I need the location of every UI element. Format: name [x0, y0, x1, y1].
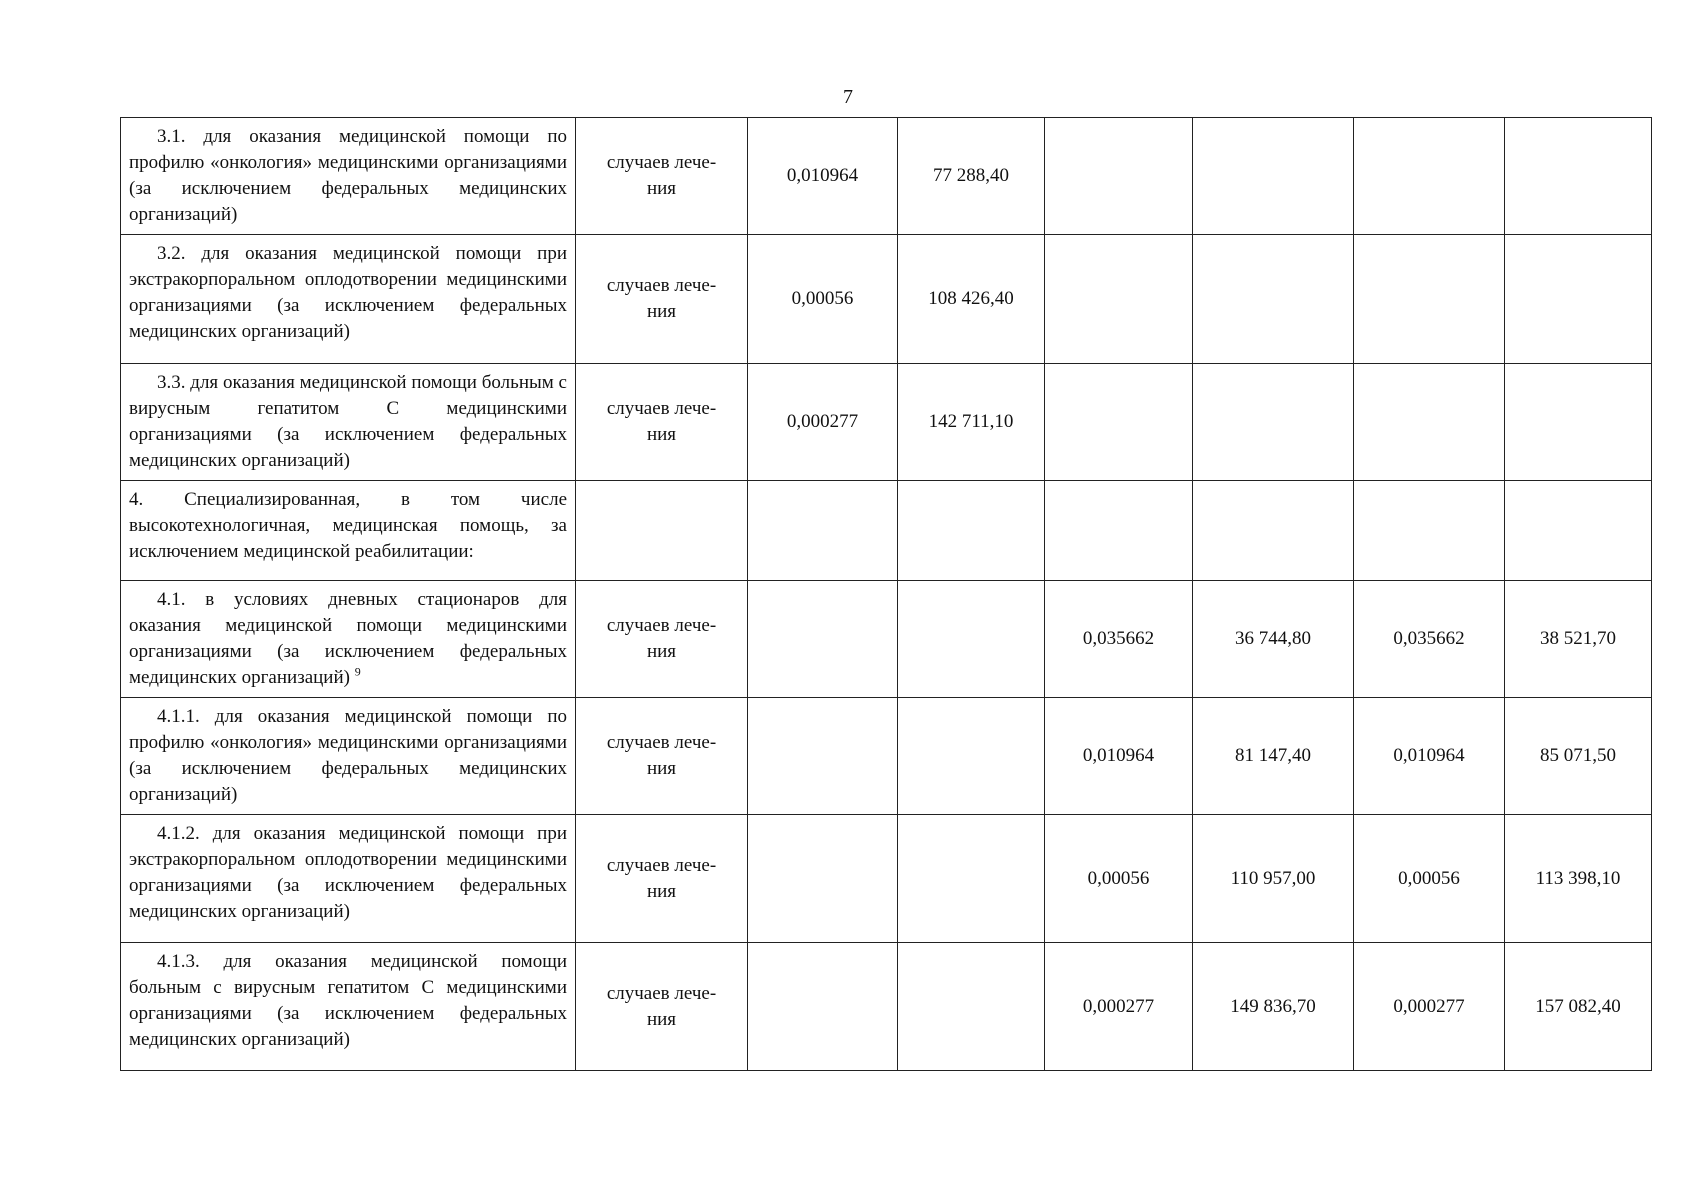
- unit-line-1: случаев лече-: [606, 275, 717, 296]
- table-row: [121, 235, 1652, 364]
- unit-line-2: ния: [646, 880, 677, 902]
- value-cell-v2: 142 711,10: [898, 364, 1045, 481]
- unit-line-1: случаев лече-: [606, 615, 717, 636]
- value-cell-v1: [748, 943, 898, 1071]
- value-cell-v4: 36 744,80: [1193, 581, 1354, 698]
- table-row: [121, 364, 1652, 481]
- value-cell-v4: [1193, 481, 1354, 581]
- unit-line-2: ния: [646, 1008, 677, 1030]
- value-cell-v4: 149 836,70: [1193, 943, 1354, 1071]
- unit-cell: [576, 943, 748, 1071]
- value-cell-v5: 0,010964: [1354, 698, 1505, 815]
- value-cell-v6: 157 082,40: [1505, 943, 1652, 1071]
- value-cell-v5: 0,035662: [1354, 581, 1505, 698]
- row-name-text: 3.1. для оказания медицинской помощи по профилю «онкология» медицинскими организациями (за исключением федеральных медицинских организаций): [129, 126, 567, 225]
- unit-line-2: ния: [646, 758, 677, 779]
- value-cell-v3: [1045, 235, 1193, 364]
- value-cell-v3: [1045, 118, 1193, 235]
- value-cell-v1: 0,00056: [748, 235, 898, 364]
- value-cell-v3: [1045, 481, 1193, 581]
- value-cell-v4: 81 147,40: [1193, 698, 1354, 815]
- page-number: 7: [843, 86, 853, 108]
- value-cell-v3: 0,000277: [1045, 943, 1193, 1071]
- value-cell-v2: [898, 481, 1045, 581]
- unit-cell: [576, 698, 748, 815]
- unit-line-2: ния: [646, 301, 677, 322]
- value-cell-v1: [748, 581, 898, 698]
- value-cell-v6: 38 521,70: [1505, 581, 1652, 698]
- value-cell-v5: [1354, 118, 1505, 235]
- value-cell-v5: [1354, 481, 1505, 581]
- table-row: [121, 815, 1652, 943]
- value-cell-v6: 113 398,10: [1505, 815, 1652, 943]
- row-name-cell: [121, 118, 576, 235]
- unit-line-2: ния: [646, 424, 677, 445]
- value-cell-v1: [748, 481, 898, 581]
- footnote-mark: 9: [354, 664, 361, 679]
- row-name-cell: [121, 364, 576, 481]
- row-name-cell: [121, 481, 576, 581]
- value-cell-v3: 0,010964: [1045, 698, 1193, 815]
- unit-cell: [576, 118, 748, 235]
- unit-cell: [576, 364, 748, 481]
- row-name-text: 4.1. в условиях дневных стационаров для оказания медицинской помощи медицинскими организациями (за исключением федеральных медицинских организаций): [129, 589, 567, 688]
- unit-line-1: случаев лече-: [606, 152, 717, 173]
- unit-cell: [576, 815, 748, 943]
- value-cell-v2: [898, 815, 1045, 943]
- row-name-text: 4.1.3. для оказания медицинской помощи больным с вирусным гепатитом С медицинскими организациями (за исключением федеральных медицинских организаций): [129, 951, 567, 1050]
- unit-cell: [576, 481, 748, 581]
- financing-norms-table: [120, 117, 1652, 1071]
- row-name-text: 3.2. для оказания медицинской помощи при экстракорпоральном оплодотворении медицинскими организациями (за исключением федеральных медицинских организаций): [129, 243, 567, 342]
- value-cell-v1: [748, 815, 898, 943]
- value-cell-v6: [1505, 235, 1652, 364]
- table-row: [121, 698, 1652, 815]
- table-row: [121, 118, 1652, 235]
- row-name-text: 3.3. для оказания медицинской помощи больным с вирусным гепатитом С медицинскими организациями (за исключением федеральных медицинских организаций): [129, 372, 567, 471]
- value-cell-v6: [1505, 364, 1652, 481]
- row-name-text: 4.1.2. для оказания медицинской помощи при экстракорпоральном оплодотворении медицинскими организациями (за исключением федеральных медицинских организаций): [129, 823, 567, 922]
- unit-line-1: случаев лече-: [606, 982, 717, 1004]
- table-row: [121, 481, 1652, 581]
- value-cell-v5: [1354, 235, 1505, 364]
- value-cell-v2: [898, 943, 1045, 1071]
- value-cell-v4: [1193, 364, 1354, 481]
- row-name-cell: [121, 815, 576, 943]
- row-name-cell: [121, 235, 576, 364]
- value-cell-v3: [1045, 364, 1193, 481]
- value-cell-v1: 0,000277: [748, 364, 898, 481]
- unit-line-1: случаев лече-: [606, 398, 717, 419]
- value-cell-v4: 110 957,00: [1193, 815, 1354, 943]
- value-cell-v4: [1193, 235, 1354, 364]
- value-cell-v6: [1505, 481, 1652, 581]
- unit-line-1: случаев лече-: [606, 732, 717, 753]
- table-row: [121, 943, 1652, 1071]
- unit-cell: [576, 235, 748, 364]
- value-cell-v1: 0,010964: [748, 118, 898, 235]
- row-name-cell: [121, 581, 576, 698]
- value-cell-v2: 108 426,40: [898, 235, 1045, 364]
- value-cell-v3: 0,035662: [1045, 581, 1193, 698]
- value-cell-v5: 0,000277: [1354, 943, 1505, 1071]
- row-name-text: 4. Специализированная, в том числе высокотехнологичная, медицинская помощь, за исключением медицинской реабилитации:: [129, 489, 567, 562]
- value-cell-v3: 0,00056: [1045, 815, 1193, 943]
- value-cell-v2: [898, 698, 1045, 815]
- value-cell-v5: [1354, 364, 1505, 481]
- value-cell-v1: [748, 698, 898, 815]
- value-cell-v2: [898, 581, 1045, 698]
- value-cell-v6: [1505, 118, 1652, 235]
- row-name-cell: [121, 943, 576, 1071]
- row-name-cell: [121, 698, 576, 815]
- value-cell-v6: 85 071,50: [1505, 698, 1652, 815]
- unit-cell: [576, 581, 748, 698]
- unit-line-2: ния: [646, 178, 677, 199]
- unit-line-2: ния: [646, 641, 677, 662]
- value-cell-v5: 0,00056: [1354, 815, 1505, 943]
- row-name-text: 4.1.1. для оказания медицинской помощи по профилю «онкология» медицинскими организациями (за исключением федеральных медицинских организаций): [129, 706, 567, 805]
- value-cell-v2: 77 288,40: [898, 118, 1045, 235]
- unit-line-1: случаев лече-: [606, 854, 717, 876]
- table-row: [121, 581, 1652, 698]
- value-cell-v4: [1193, 118, 1354, 235]
